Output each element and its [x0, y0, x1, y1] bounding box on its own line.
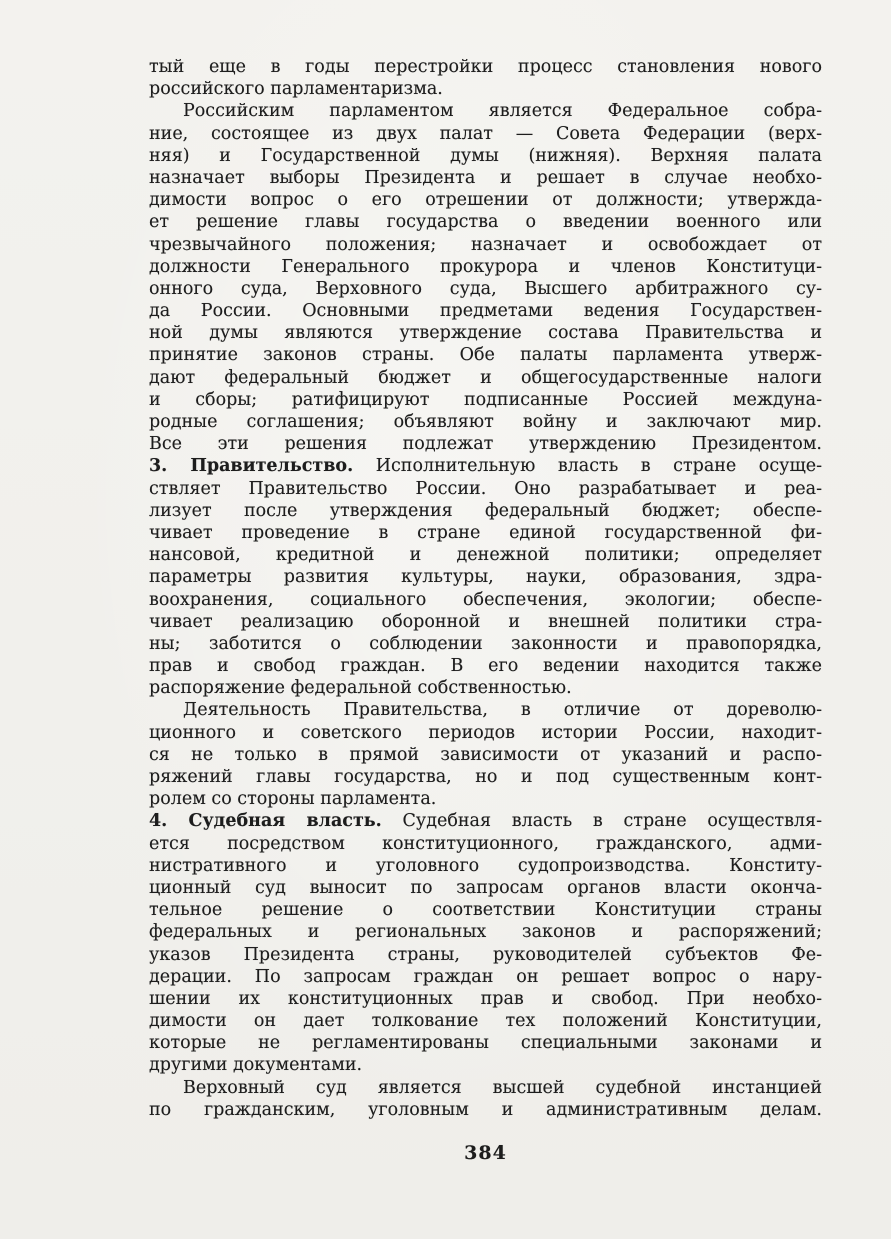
- text-line: указов Президента страны, руководителей субъектов Фе-: [149, 944, 822, 965]
- text-line: по гражданским, уголовным и административным делам.: [149, 1099, 822, 1120]
- text-line: ствляет Правительство России. Оно разрабатывает и реа-: [149, 478, 822, 499]
- text-line: ся не только в прямой зависимости от указаний и распо-: [149, 744, 822, 765]
- text-line: дают федеральный бюджет и общегосударственные налоги: [149, 367, 822, 388]
- text-line: чрезвычайного положения; назначает и освобождает от: [149, 234, 822, 255]
- text-line: чивает реализацию оборонной и внешней политики стра-: [149, 611, 822, 632]
- text-line: параметры развития культуры, науки, образования, здра-: [149, 567, 822, 588]
- text-line: ной думы являются утверждение состава Правительства и: [149, 323, 822, 344]
- text-line: нистративного и уголовного судопроизводства. Конститу-: [149, 855, 822, 876]
- text-line: дерации. По запросам граждан он решает вопрос о нару-: [149, 966, 822, 987]
- text-line: лизует после утверждения федеральный бюджет; обеспе-: [149, 500, 822, 521]
- text-line-section-start: 3. Правительство. Исполнительную власть в стране осуще-: [149, 456, 822, 477]
- text-line: чивает проведение в стране единой государственной фи-: [149, 522, 822, 543]
- text-line: тельное решение о соответствии Конституции страны: [149, 900, 822, 921]
- text-line: воохранения, социального обеспечения, экологии; обеспе-: [149, 589, 822, 610]
- text-line: ны; заботится о соблюдении законности и правопорядка,: [149, 633, 822, 654]
- text-line: димости вопрос о его отрешении от должности; утвержда-: [149, 190, 822, 211]
- text-line: няя) и Государственной думы (нижняя). Верхняя палата: [149, 145, 822, 166]
- text-line: Верховный суд является высшей судебной инстанцией: [183, 1077, 822, 1098]
- text-line: нансовой, кредитной и денежной политики; определяет: [149, 545, 822, 566]
- text-line: и сборы; ратифицируют подписанные Россией междуна-: [149, 389, 822, 410]
- text-line: Российским парламентом является Федеральное собра-: [183, 101, 822, 122]
- page-text-block: [149, 56, 822, 1121]
- text-line: федеральных и региональных законов и распоряжений;: [149, 922, 822, 943]
- text-line: ется посредством конституционного, гражданского, адми-: [149, 833, 822, 854]
- text-line: Все эти решения подлежат утверждению Президентом.: [149, 434, 822, 455]
- text-line: прав и свобод граждан. В его ведении находится также: [149, 656, 822, 677]
- text-line: российского парламентаризма.: [149, 79, 443, 100]
- text-line: димости он дает толкование тех положений Конституции,: [149, 1011, 822, 1032]
- text-line: другими документами.: [149, 1055, 363, 1076]
- text-line: которые не регламентированы специальными законами и: [149, 1033, 822, 1054]
- text-line: ряжений главы государства, но и под существенным конт-: [149, 767, 822, 787]
- text-line: ролем со стороны парламента.: [149, 789, 437, 810]
- text-line: да России. Основными предметами ведения Государствен-: [149, 301, 822, 322]
- text-line: шении их конституционных прав и свобод. При необхо-: [149, 988, 822, 1009]
- section-heading: 4. Судебная власть.: [149, 811, 382, 832]
- text-line: ет решение главы государства о введении военного или: [149, 212, 822, 233]
- text-line: Деятельность Правительства, в отличие от дореволю-: [183, 700, 822, 721]
- text-line: ние, состоящее из двух палат — Совета Федерации (верх-: [149, 123, 822, 144]
- text-line: распоряжение федеральной собственностью.: [149, 678, 572, 699]
- text-line: тый еще в годы перестройки процесс становления нового: [149, 57, 822, 77]
- text-line: родные соглашения; объявляют войну и заключают мир.: [149, 412, 822, 432]
- text-line: ционного и советского периодов истории России, находит-: [149, 722, 822, 743]
- text-line: назначает выборы Президента и решает в случае необхо-: [149, 167, 822, 188]
- text-line: ционный суд выносит по запросам органов власти оконча-: [149, 877, 822, 898]
- page-number: 384: [464, 1142, 507, 1164]
- text-line: принятие законов страны. Обе палаты парламента утверж-: [149, 345, 822, 366]
- text-line-section-start: 4. Судебная власть. Судебная власть в стране осуществля-: [149, 811, 822, 832]
- section-heading: 3. Правительство.: [149, 456, 354, 477]
- text-line: должности Генерального прокурора и членов Конституци-: [149, 256, 822, 277]
- text-line: онного суда, Верховного суда, Высшего арбитражного су-: [149, 278, 822, 299]
